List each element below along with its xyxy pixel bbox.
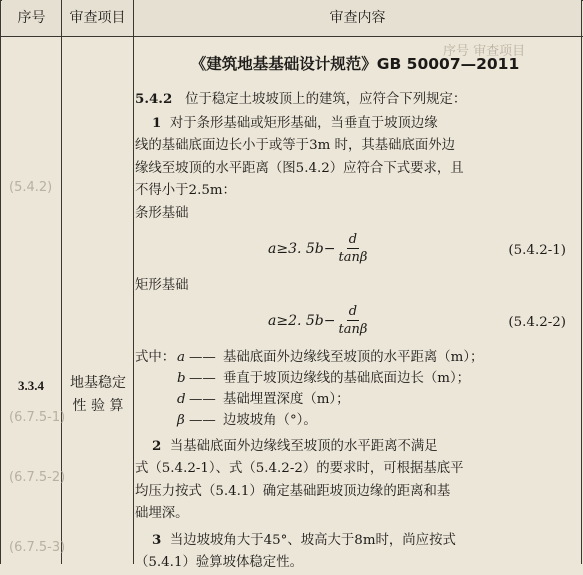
clause-intro — [135, 88, 575, 112]
item3-line: （5.4.1）验算坡体稳定性。 — [135, 555, 303, 570]
item1-number: 1 — [152, 114, 162, 131]
bleed-through-text: (6.7.5-3) — [9, 540, 66, 555]
formula-number: (5.4.2-2) — [508, 314, 566, 330]
definition-text: 边坡坡角（°）。 — [223, 412, 317, 428]
item2-line: 础埋深。 — [135, 506, 189, 521]
item1-paragraph — [135, 112, 575, 203]
definition-row — [135, 368, 575, 389]
item3-line: 当边坡坡角大于45°、坡高大于8m时，尚应按式 — [169, 532, 456, 548]
definition-symbol: β — [177, 412, 185, 428]
definition-text: 基础埋置深度（m）； — [223, 391, 350, 407]
where-label: 式中： — [135, 349, 176, 365]
formula-lhs: a≥3. 5b− — [268, 240, 336, 257]
fraction-numerator: d — [348, 231, 358, 247]
bleed-through-text: (6.7.5-2) — [9, 470, 66, 485]
item2-paragraph — [135, 435, 575, 526]
item1-line: 对于条形基础或矩形基础，当垂直于坡顶边缘 — [169, 115, 438, 131]
definition-text: 基础底面外边缘线至坡顶的水平距离（m）； — [223, 349, 484, 365]
fraction-denominator: tanβ — [338, 321, 368, 337]
definition-dash: —— — [189, 349, 216, 365]
bleed-through-text: (5.4.2) — [9, 180, 53, 195]
symbol-definitions — [135, 347, 575, 431]
bleed-through-text: 序号 审查项目 — [443, 44, 526, 59]
item2-line: 式（5.4.2-1）、式（5.4.2-2）的要求时，可根据基底平 — [135, 461, 464, 476]
strip-foundation-label: 条形基础 — [135, 205, 189, 221]
definition-symbol: d — [177, 391, 186, 407]
formula-fraction — [338, 305, 367, 337]
definition-row — [135, 410, 575, 431]
item2-line: 均压力按式（5.4.1）确定基础距坡顶边缘的距离和基 — [135, 483, 451, 499]
item1-line: 线的基础底面边长小于或等于3m 时，其基础底面外边 — [135, 138, 456, 153]
fraction-numerator: d — [348, 303, 358, 319]
item1-line: 不得小于2.5m： — [135, 183, 236, 198]
formula-5-4-2-2 — [135, 297, 575, 347]
definition-row — [135, 347, 575, 368]
definition-row — [135, 389, 575, 410]
column-divider — [133, 0, 134, 564]
clause-number: 5.4.2 — [135, 91, 173, 107]
review-content — [135, 42, 575, 575]
formula-number: (5.4.2-1) — [508, 242, 566, 258]
review-item — [63, 372, 133, 418]
formula-fraction — [338, 233, 367, 265]
item3-paragraph — [135, 529, 575, 575]
header-col-content: 审查内容 — [134, 0, 581, 36]
rect-foundation-label: 矩形基础 — [135, 277, 189, 293]
fraction-denominator: tanβ — [338, 249, 368, 265]
formula-lhs: a≥2. 5b− — [268, 312, 336, 329]
bleed-through-text: (6.7.5-1) — [9, 410, 66, 425]
item1-line: 缘线至坡顶的水平距离（图5.4.2）应符合下式要求，且 — [135, 160, 464, 176]
definition-dash: —— — [189, 370, 216, 386]
table-right-border — [581, 0, 582, 564]
definition-symbol: a — [177, 349, 185, 365]
clause-intro-text: 位于稳定土坡坡顶上的建筑，应符合下列规定： — [185, 92, 467, 107]
item2-line: 当基础底面外边缘线至坡顶的水平距离不满足 — [169, 438, 438, 454]
header-col-num: 序号 — [2, 0, 61, 36]
definition-text: 垂直于坡顶边缘线的基础底面边长（m）； — [223, 370, 471, 386]
standard-title: 《建筑地基基础设计规范》GB 50007—2011 — [190, 55, 520, 73]
definition-dash: —— — [189, 391, 216, 407]
header-col-item: 审查项目 — [62, 0, 133, 36]
header-divider — [1, 36, 583, 37]
review-item-line: 性 验 算 — [72, 398, 124, 414]
formula-5-4-2-1 — [135, 225, 575, 275]
review-item-line: 地基稳定 — [70, 375, 126, 391]
definition-dash: —— — [189, 412, 216, 428]
item2-number: 2 — [152, 437, 162, 454]
definition-symbol: b — [177, 370, 186, 386]
item3-number: 3 — [152, 531, 162, 548]
row-number: 3.3.4 — [18, 378, 44, 393]
